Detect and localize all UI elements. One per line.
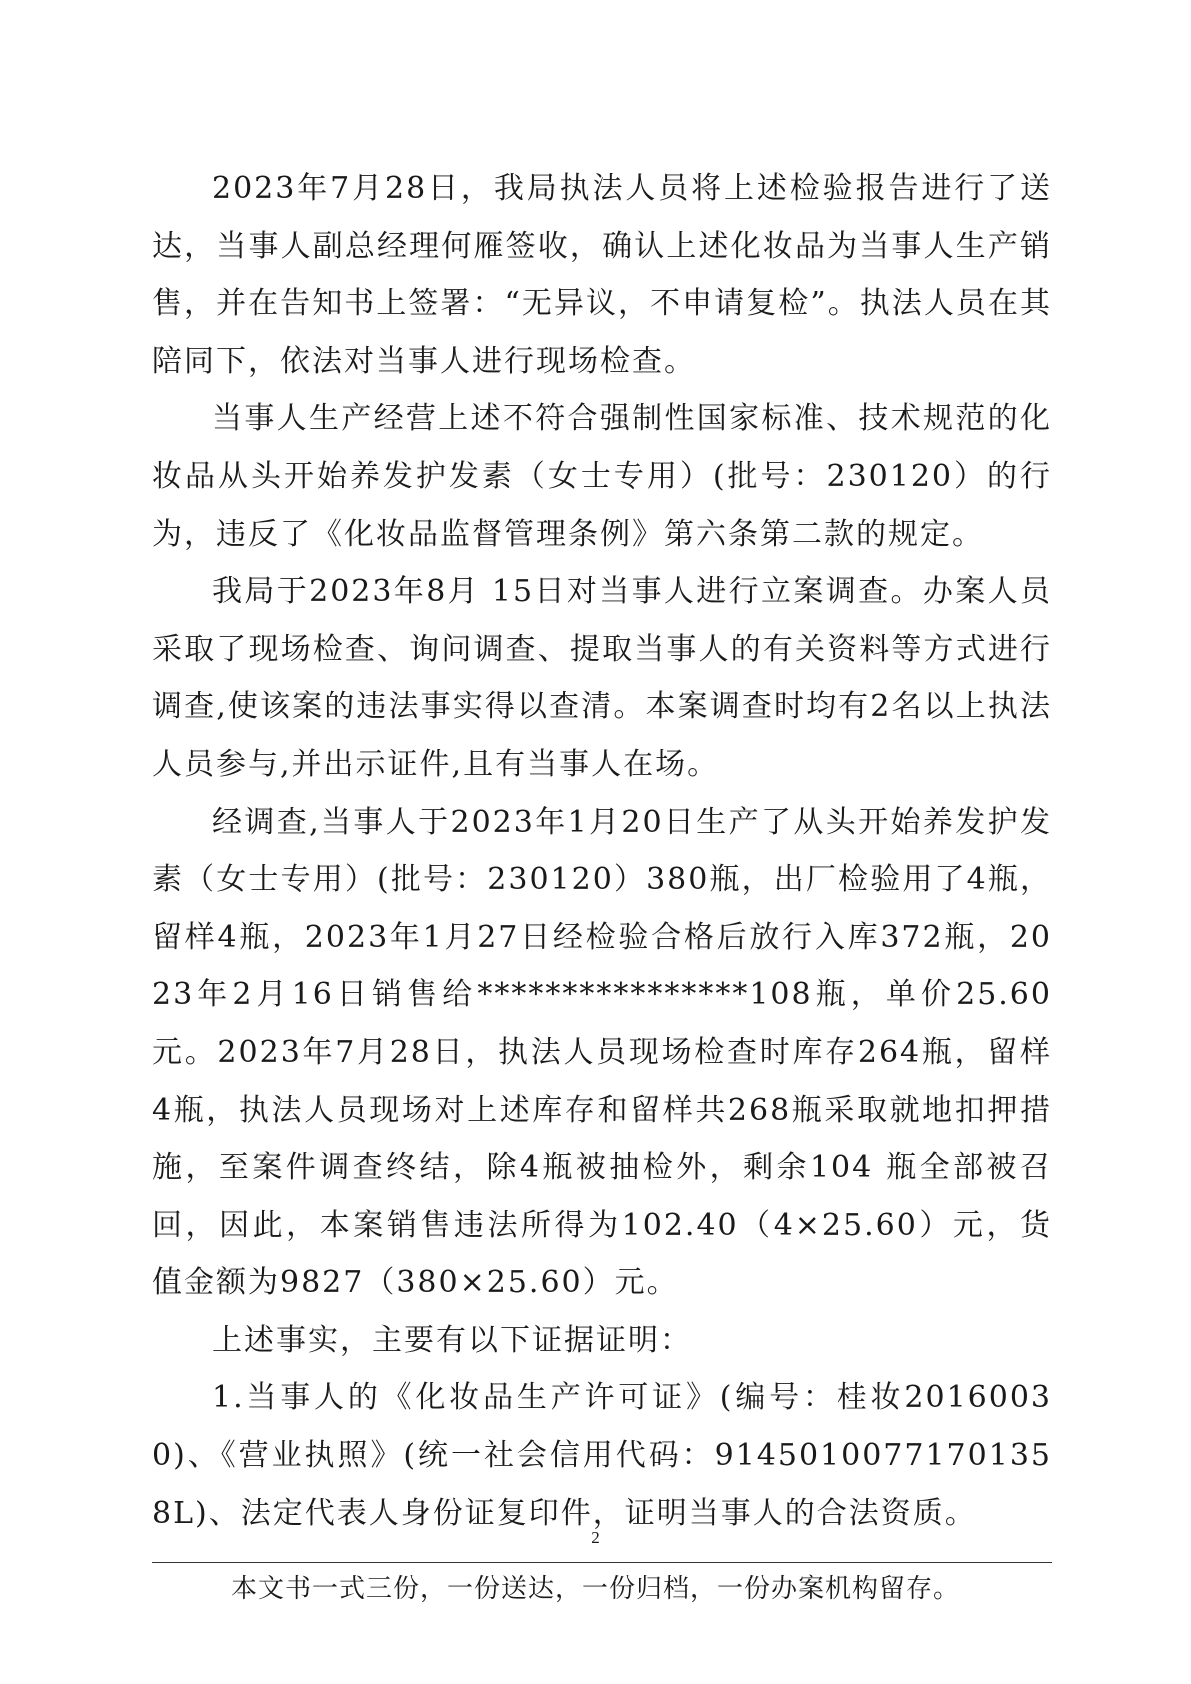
paragraph-violation: 当事人生产经营上述不符合强制性国家标准、技术规范的化妆品从头开始养发护发素（女士专用）(批号：230120）的行为，违反了《化妆品监督管理条例》第六条第二款的规定。 xyxy=(152,401,1052,552)
paragraph-evidence-item-1: 1.当事人的《化妆品生产许可证》(编号：桂妆20160030)、《营业执照》(统一社会信用代码：91450100771701358L)、法定代表人身份证复印件，证明当事人的合法资质。 xyxy=(152,1380,1052,1531)
document-body xyxy=(152,160,1052,1542)
paragraph-service-of-report: 2023年7月28日，我局执法人员将上述检验报告进行了送达，当事人副总经理何雁签收，确认上述化妆品为当事人生产销售，并在告知书上签署：“无异议，不申请复检”。执法人员在其陪同下，依法对当事人进行现场检查。 xyxy=(152,171,1052,379)
footer-divider xyxy=(152,1562,1052,1563)
paragraph-findings: 经调查,当事人于2023年1月20日生产了从头开始养发护发素（女士专用）(批号：230120）380瓶，出厂检验用了4瓶，留样4瓶，2023年1月27日经检验合格后放行入库372瓶，2023年2月16日销售给****************108瓶，单价25.60元。2023年7月28日，执法人员现场检查时库存264瓶，留样4瓶，执法人员现场对上述库存和留样共268瓶采取就地扣押措施，至案件调查终结，除4瓶被抽检外，剩余104 瓶全部被召回，因此，本案销售违法所得为102.40（4×25.60）元，货值金额为9827（380×25.60）元。 xyxy=(152,804,1052,1301)
footer-note: 本文书一式三份，一份送达，一份归档，一份办案机构留存。 xyxy=(230,1574,960,1604)
paragraph-investigation: 我局于2023年8月 15日对当事人进行立案调查。办案人员采取了现场检查、询问调查、提取当事人的有关资料等方式进行调查,使该案的违法事实得以查清。本案调查时均有2名以上执法人员参与,并出示证件,且有当事人在场。 xyxy=(152,574,1052,782)
page-number: 2 xyxy=(591,1528,600,1547)
paragraph-evidence-intro: 上述事实，主要有以下证据证明： xyxy=(212,1322,692,1358)
